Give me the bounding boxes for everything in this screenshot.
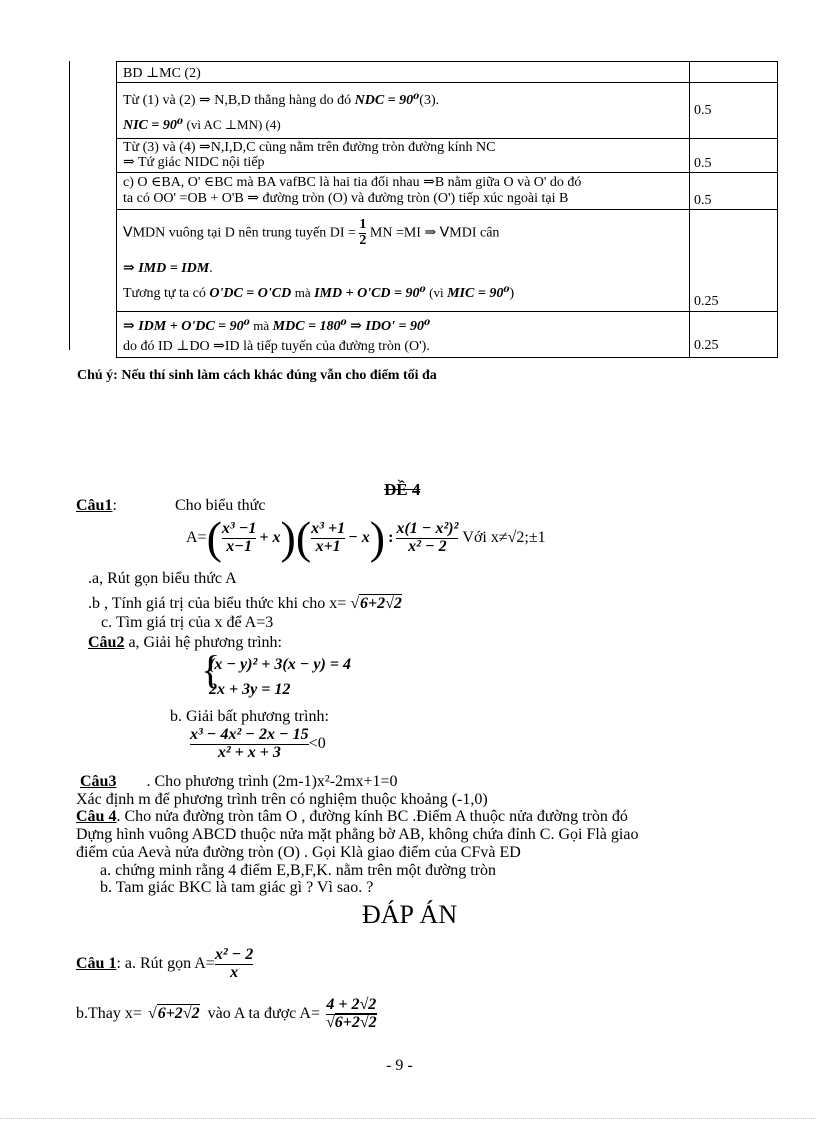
row-text: MN =MI ⇒ ᐯMDI cân [369, 225, 500, 241]
question-1-colon: : [112, 497, 117, 514]
question-3-text2: Xác định m để phương trình trên có nghiệm thuộc khoảng (-1,0) [76, 791, 488, 808]
page-bottom-border [0, 1118, 816, 1119]
math-odc-ocd: O'DC = O'CD [209, 286, 292, 301]
question-4-line: . Cho nửa đường tròn tâm O , đường kính BC .Điểm A thuộc nửa đường tròn đó [116, 808, 628, 825]
row-text: ta có OO' =OB + O'B ⇒ đường tròn (O) và đường tròn (O') tiếp xúc ngoài tại B [123, 191, 569, 206]
math-imd-idm: ⇒ IMD = IDM [123, 261, 210, 276]
question-4-line: điểm của Aevà nửa đường tròn (O) . Gọi Klà giao điểm của CFvà ED [76, 844, 521, 861]
table-row [117, 62, 778, 83]
row-text: (3). [419, 93, 440, 108]
math-nic: NIC = 90⁰ [123, 118, 184, 133]
page-number: - 9 - [386, 1057, 413, 1074]
answer-fraction-2: $\frac{4 + 2√2}{√6+2√2}$ [325, 995, 377, 1031]
table-row [117, 83, 778, 139]
question-4-line: Dựng hình vuông ABCD thuộc nửa mặt phẳng bờ AB, không chứa đỉnh C. Gọi Flà giao [76, 826, 639, 843]
table-row: ⇒ IDM + O'DC = 90⁰ mà MDC = 180⁰ ⇒ IDO' = 90⁰ do đó ID ⊥DO ⇒ID là tiếp tuyến của đường tròn (O'). 0.25 [117, 312, 778, 358]
question-1a: .a, Rút gọn biểu thức A [88, 570, 237, 587]
question-1b: .b , Tính giá trị của biểu thức khi cho x= [88, 595, 347, 612]
grading-note: Chú ý: Nếu thí sinh làm cách khác đúng vẫn cho điểm tối đa [77, 368, 437, 383]
question-3-text: . Cho phương trình (2m-1)x²-2mx+1=0 [146, 773, 398, 790]
expression-a: A= ( $\frac{\text{x³ −1}}{x-1}$ + x )( $\frac{\text{x³ +1}}{x+1}$ − x ) : $\frac{\text{x(1 − x²)²}}{\text{x² − 2}}$ Với x≠√2;±1 [186, 512, 546, 563]
fraction-half: $\frac{1}{2}$ [359, 217, 367, 248]
question-2-label: Câu2 [88, 634, 125, 651]
answer-title: ĐÁP ÁN [362, 900, 458, 929]
answer-1-label: Câu 1 [76, 955, 117, 972]
fraction-3: $\frac{\text{x(1 − x²)²}}{\text{x² − 2}}$ [396, 519, 459, 555]
table-row [117, 139, 778, 173]
question-3-label: Câu3 [80, 773, 117, 790]
table-row [117, 173, 778, 210]
solution-table [116, 61, 778, 358]
row-text: Từ (3) và (4) ⇒N,I,D,C cùng nằm trên đường tròn đường kính NC [123, 140, 496, 155]
score-cell: 0.5 [694, 103, 712, 118]
question-1-label: Câu1 [76, 497, 113, 514]
row-text: c) O ∈BA, O' ∈BC mà BA vafBC là hai tia đối nhau ⇒B nằm giữa O và O' do đó [123, 175, 582, 190]
row-text: ⇒ Tứ giác NIDC nội tiếp [123, 155, 265, 170]
equation-1: (x − y)² + 3(x − y) = 4 [209, 656, 351, 673]
math-idm: ⇒ IDM + O'DC = 90⁰ [123, 319, 250, 334]
inequality: $\frac{\text{x³ − 4x² − 2x − 15}}{\text{x² + x + 3}}$ <0 [190, 726, 326, 761]
row-text: Từ (1) và (2) ⇒ N,B,D thẳng hàng do đó [123, 93, 352, 108]
score-cell: 0.5 [694, 156, 712, 171]
question-2b: b. Giải bất phương trình: [170, 708, 329, 725]
table-left-rule [69, 61, 70, 350]
condition: Với x≠√2;±1 [462, 529, 546, 546]
fraction-2: $\frac{\text{x³ +1}}{x+1}$ [311, 519, 346, 555]
math-ndc: NDC = 90⁰ [354, 93, 420, 108]
equation-2: 2x + 3y = 12 [209, 681, 291, 698]
row-text: do đó ID ⊥DO ⇒ID là tiếp tuyến của đường tròn (O'). [123, 339, 430, 354]
question-2a: a, Giải hệ phương trình: [128, 634, 282, 651]
math-mic: MIC = 90⁰ [447, 286, 510, 301]
question-4a: a. chứng minh rằng 4 điểm E,B,F,K. nằm trên một đường tròn [100, 862, 497, 879]
score-cell [690, 62, 777, 65]
question-1c: c. Tìm giá trị của x để A=3 [101, 614, 274, 631]
question-4-label: Câu 4 [76, 808, 117, 825]
table-row: ᐯMDN vuông tại D nên trung tuyến DI = $\frac{1}{2}$ MN =MI ⇒ ᐯMDI cân ⇒ IMD = IDM. Tương tự ta có O'DC = O'CD mà IMD + O'CD = 90⁰ (vì MIC = 90⁰) 0.25 [117, 210, 778, 312]
row-text: (vì AC ⊥MN) (4) [186, 117, 281, 132]
fraction-1: $\frac{\text{x³ −1}}{x-1}$ [221, 519, 257, 555]
answer-fraction: $\frac{\text{x² − 2}}{x}$ [214, 945, 254, 981]
row-text: Tương tự ta có [123, 286, 206, 301]
row-text: BD ⊥MC (2) [123, 66, 201, 81]
math-mdc: MDC = 180⁰ ⇒ IDO' = 90⁰ [272, 319, 431, 334]
exam-title: ĐỀ 4 [384, 480, 421, 499]
row-text: ᐯMDN vuông tại D nên trung tuyến DI = [123, 225, 356, 241]
sqrt-value: √6+2√2 [350, 595, 402, 612]
question-1-intro: Cho biểu thức [175, 497, 266, 514]
score-cell: 0.25 [694, 338, 719, 353]
question-4b: b. Tam giác BKC là tam giác gì ? Vì sao. ? [100, 879, 374, 896]
score-cell: 0.5 [694, 193, 712, 208]
answer-1b: b.Thay x= √6+2√2 vào A ta được A= $\frac{4 + 2√2}{√6+2√2}$ [76, 995, 377, 1031]
answer-1a: Câu 1 : a. Rút gọn A= $\frac{\text{x² − 2}}{x}$ [76, 945, 254, 981]
math-sum: IMD + O'CD = 90⁰ [314, 286, 426, 301]
score-cell: 0.25 [694, 294, 719, 309]
